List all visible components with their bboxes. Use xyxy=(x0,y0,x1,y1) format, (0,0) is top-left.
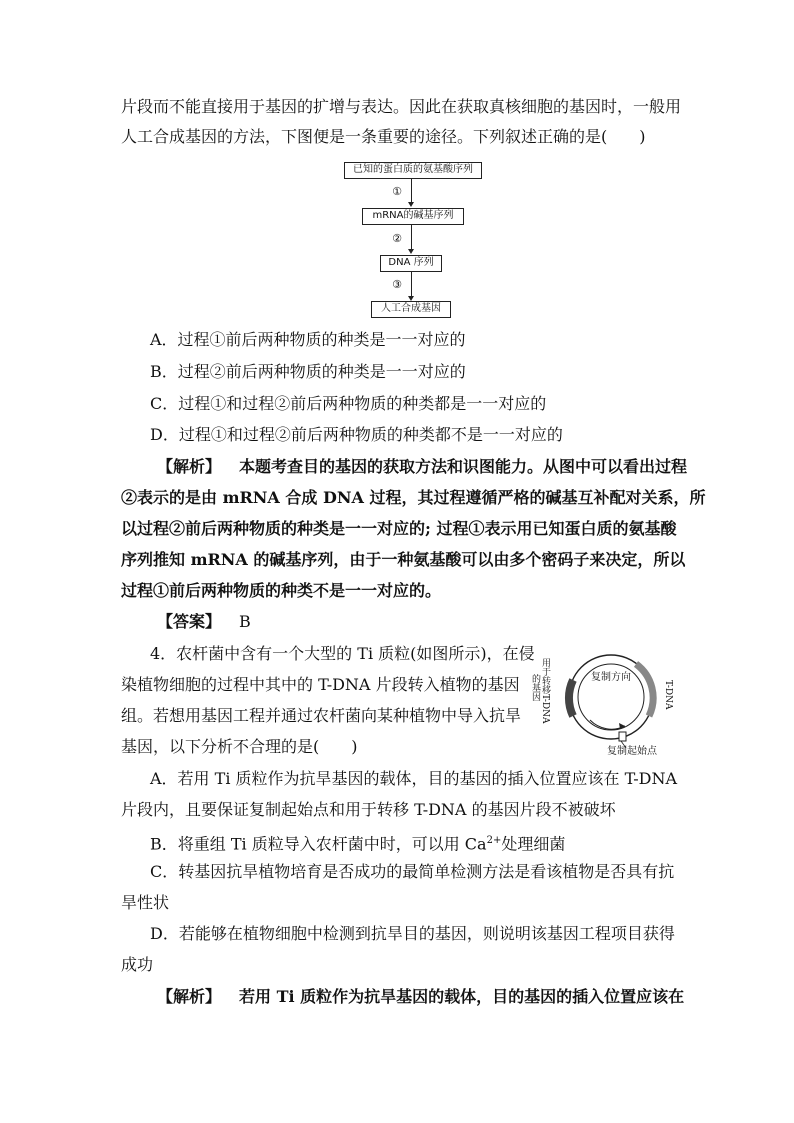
flow-step-3: ③ xyxy=(392,278,402,291)
flow-box-protein: 已知的蛋白质的氨基酸序列 xyxy=(344,162,482,179)
flow-box-mrna: mRNA的碱基序列 xyxy=(362,208,464,225)
analysis-text: 本题考查目的基因的获取方法和识图能力。从图中可以看出过程 xyxy=(239,457,688,476)
transfer-gene-segment xyxy=(569,680,573,716)
ti-plasmid-figure xyxy=(530,650,680,760)
flow-step-2: ② xyxy=(392,232,402,245)
option-b: B．过程②前后两种物质的种类是一一对应的 xyxy=(150,362,466,381)
analysis-line xyxy=(157,457,687,477)
analysis-tag: 【解析】 xyxy=(157,987,222,1006)
flow-box-synthetic-gene: 人工合成基因 xyxy=(371,301,451,318)
analysis-tag: 【解析】 xyxy=(157,457,222,476)
replication-origin-mark xyxy=(619,732,626,741)
flow-step-1: ① xyxy=(392,185,402,198)
plasmid-diagram xyxy=(530,650,680,760)
analysis-line: ②表示的是由 mRNA 合成 DNA 过程，其过程遵循严格的碱基互补配对关系，所 xyxy=(121,488,706,507)
q4-option-b-tail: 处理细菌 xyxy=(501,834,566,854)
text-line: 片段而不能直接用于基因的扩增与表达。因此在获取真核细胞的基因时，一般用 xyxy=(121,97,682,116)
question-4-stem: 组。若想用基因工程并通过农杆菌向某种植物中导入抗旱 xyxy=(121,706,522,725)
analysis-text: 若用 Ti 质粒作为抗旱基因的载体，目的基因的插入位置应该在 xyxy=(239,987,685,1006)
arrow-head-icon xyxy=(408,249,414,254)
analysis-line: 序列推知 mRNA 的碱基序列，由于一种氨基酸可以由多个密码子来决定，所以 xyxy=(121,550,686,569)
question-4-stem: 4．农杆菌中含有一个大型的 Ti 质粒(如图所示)，在侵 xyxy=(150,644,535,663)
analysis-line: 过程①前后两种物质的种类不是一一对应的。 xyxy=(121,581,442,600)
q4-option-c-cont: 旱性状 xyxy=(121,893,170,912)
q4-option-a: A．若用 Ti 质粒作为抗旱基因的载体，目的基因的插入位置应该在 T-DNA xyxy=(150,769,678,788)
flow-arrow-1 xyxy=(411,178,412,203)
q4-option-b xyxy=(150,831,565,854)
question-4-stem: 染植物细胞的过程中其中的 T-DNA 片段转入植物的基因 xyxy=(121,675,520,694)
plasmid-center-label: 复制方向 xyxy=(591,672,631,683)
answer-line xyxy=(157,612,251,632)
answer-value: B xyxy=(239,612,251,631)
option-c: C．过程①和过程②前后两种物质的种类都是一一对应的 xyxy=(150,394,547,413)
flow-box-dna: DNA 序列 xyxy=(380,255,442,272)
t-dna-segment xyxy=(636,664,653,716)
plasmid-bottom-label: 复制起始点 xyxy=(607,746,657,757)
answer-tag: 【答案】 xyxy=(157,612,222,631)
question-4-stem: 基因，以下分析不合理的是( ) xyxy=(121,737,358,756)
q4-option-d: D．若能够在植物细胞中检测到抗旱目的基因，则说明该基因工程项目获得 xyxy=(150,924,675,943)
q4-option-a-cont: 片段内，且要保证复制起始点和用于转移 T-DNA 的基因片段不被破坏 xyxy=(121,800,616,819)
superscript: 2+ xyxy=(486,835,502,846)
q4-option-d-cont: 成功 xyxy=(121,955,154,974)
q4-option-c: C．转基因抗旱植物培育是否成功的最简单检测方法是看该植物是否具有抗 xyxy=(150,862,675,881)
flow-arrow-2 xyxy=(411,224,412,250)
arrow-head-icon xyxy=(408,202,414,207)
plasmid-right-label: T-DNA xyxy=(663,680,673,710)
q4-analysis-line xyxy=(157,987,684,1007)
flow-arrow-3 xyxy=(411,271,412,297)
q4-option-b-text: B．将重组 Ti 质粒导入农杆菌中时，可以用 Ca xyxy=(150,834,487,854)
analysis-line: 以过程②前后两种物质的种类是一一对应的; 过程①表示用已知蛋白质的氨基酸 xyxy=(121,519,677,538)
option-a: A．过程①前后两种物质的种类是一一对应的 xyxy=(150,330,466,349)
option-d: D．过程①和过程②前后两种物质的种类都不是一一对应的 xyxy=(150,425,563,444)
plasmid-left-label-2: 的基因 xyxy=(530,674,540,701)
plasmid-left-label: 用于转移T-DNA xyxy=(540,658,550,724)
question-stem: 人工合成基因的方法，下图便是一条重要的途径。下列叙述正确的是( ) xyxy=(121,127,646,146)
